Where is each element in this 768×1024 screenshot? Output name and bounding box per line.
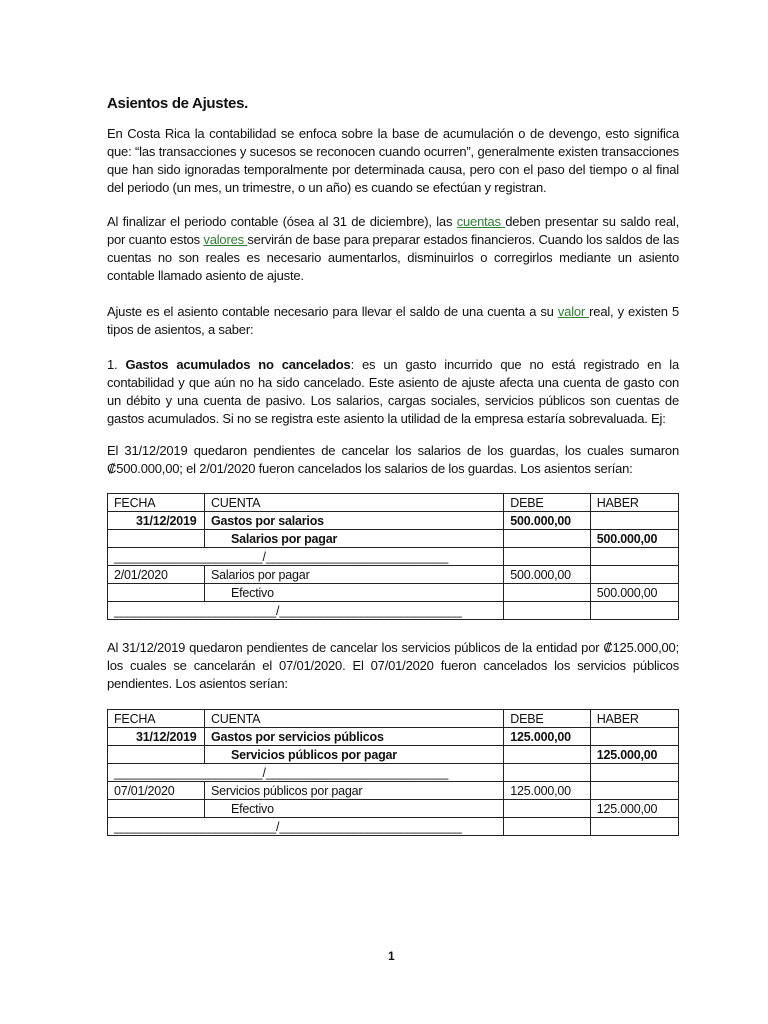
cell-cuenta: Gastos por salarios: [204, 512, 503, 530]
cell-haber: [590, 818, 678, 836]
cell-fecha: [108, 530, 205, 548]
cell-haber: [590, 764, 678, 782]
table-row: [108, 530, 679, 548]
separator-line: ________________________/___________________________: [108, 818, 504, 836]
cell-fecha: 31/12/2019: [108, 728, 205, 746]
text-run: Ajuste es el asiento contable necesario para llevar el saldo de una cuenta a su: [107, 304, 558, 319]
cell-fecha: [108, 746, 205, 764]
cell-debe: [504, 818, 590, 836]
table-row: [108, 782, 679, 800]
text-run: real, y existen 5 tipos de asientos, a saber:: [107, 304, 679, 337]
cell-debe: [504, 530, 590, 548]
cell-fecha: [108, 800, 205, 818]
header-cuenta: CUENTA: [204, 710, 503, 728]
table-row: [108, 746, 679, 764]
cell-debe: 500.000,00: [504, 566, 590, 584]
link-cuentas[interactable]: cuentas: [456, 214, 506, 229]
cell-debe: 125.000,00: [504, 728, 590, 746]
table-row: [108, 548, 679, 566]
separator-line: ________________________/___________________________: [108, 602, 504, 620]
table-row: [108, 800, 679, 818]
cell-haber: 500.000,00: [590, 530, 678, 548]
header-haber: HABER: [590, 710, 678, 728]
cell-debe: [504, 800, 590, 818]
table-row: [108, 584, 679, 602]
cell-cuenta: Efectivo: [204, 584, 503, 602]
header-debe: DEBE: [504, 494, 590, 512]
cell-haber: 125.000,00: [590, 800, 678, 818]
cell-haber: [590, 512, 678, 530]
cell-haber: 125.000,00: [590, 746, 678, 764]
table-row: [108, 602, 679, 620]
cell-haber: 500.000,00: [590, 584, 678, 602]
table-row: [108, 566, 679, 584]
cell-fecha: 07/01/2020: [108, 782, 205, 800]
cell-debe: [504, 602, 590, 620]
cell-debe: [504, 548, 590, 566]
paragraph-adjustment-definition: [107, 303, 679, 339]
header-fecha: FECHA: [108, 710, 205, 728]
separator-line: ______________________/___________________________: [108, 548, 504, 566]
table-header-row: [108, 710, 679, 728]
cell-cuenta: Salarios por pagar: [204, 530, 503, 548]
header-debe: DEBE: [504, 710, 590, 728]
cell-haber: [590, 728, 678, 746]
journal-table-salaries: [107, 493, 679, 620]
table-row: [108, 512, 679, 530]
table-header-row: [108, 494, 679, 512]
table-row: [108, 728, 679, 746]
separator-line: ______________________/___________________________: [108, 764, 504, 782]
cell-debe: [504, 746, 590, 764]
cell-haber: [590, 782, 678, 800]
cell-cuenta: Efectivo: [204, 800, 503, 818]
cell-haber: [590, 548, 678, 566]
cell-cuenta: Salarios por pagar: [204, 566, 503, 584]
cell-debe: 125.000,00: [504, 782, 590, 800]
cell-haber: [590, 602, 678, 620]
paragraph-example-salaries: El 31/12/2019 quedaron pendientes de cancelar los salarios de los guardas, los cuales sumaron ₡500.000,00; el 2/01/2020 fueron cancelados los salarios de los guardas. Los asientos serían:: [107, 443, 679, 476]
text-run: 1.: [107, 357, 126, 372]
paragraph-period-end: [107, 213, 679, 285]
cell-fecha: [108, 584, 205, 602]
text-run: Al finalizar el periodo contable (ósea al 31 de diciembre), las: [107, 214, 457, 229]
cell-cuenta: Servicios públicos por pagar: [204, 782, 503, 800]
header-cuenta: CUENTA: [204, 494, 503, 512]
text-run: deben presentar su saldo real, por cuanto estos: [107, 214, 680, 247]
cell-debe: 500.000,00: [504, 512, 590, 530]
document-title: Asientos de Ajustes.: [107, 95, 248, 112]
cell-cuenta: Servicios públicos por pagar: [204, 746, 503, 764]
table-row: [108, 818, 679, 836]
term-bold: Gastos acumulados no cancelados: [125, 357, 351, 372]
cell-fecha: 2/01/2020: [108, 566, 205, 584]
journal-table-utilities: [107, 709, 679, 836]
cell-debe: [504, 764, 590, 782]
header-fecha: FECHA: [108, 494, 205, 512]
cell-debe: [504, 584, 590, 602]
paragraph-accrued-expenses: [107, 356, 679, 428]
link-valores[interactable]: valores: [203, 232, 248, 247]
cell-cuenta: Gastos por servicios públicos: [204, 728, 503, 746]
text-run: : es un gasto incurrido que no está registrado en la contabilidad y que aún no ha sido cancelado. Este asiento de ajuste afecta una cuenta de gasto con un débito y una cuenta de pasivo. Los salarios, cargas sociales, servicios públicos son cuentas de gastos acumulados. Si no se registra este asiento la utilidad de la empresa estaría sobrevaluada. Ej:: [107, 357, 679, 426]
paragraph-example-utilities: Al 31/12/2019 quedaron pendientes de cancelar los servicios públicos de la entidad por ₡125.000,00; los cuales se cancelarán el 07/01/2020. El 07/01/2020 fueron cancelados los servicios públicos pendientes. Los asientos serían:: [107, 640, 679, 691]
text-run: servirán de base para preparar estados financieros. Cuando los saldos de las cuentas no son reales es necesario aumentarlos, disminuirlos o corregirlos mediante un asiento contable llamado asiento de ajuste.: [107, 232, 680, 283]
link-valor[interactable]: valor: [557, 304, 590, 319]
table-row: [108, 764, 679, 782]
paragraph-intro: En Costa Rica la contabilidad se enfoca sobre la base de acumulación o de devengo, esto significa que: “las transacciones y sucesos se reconocen cuando ocurren”, generalmente existen transacciones que han sido ignoradas temporalmente por determinada causa, pero con el paso del tiempo o al final del periodo (un mes, un trimestre, o un año) es cuando se efectúan y registran.: [107, 126, 679, 195]
cell-haber: [590, 566, 678, 584]
cell-fecha: 31/12/2019: [108, 512, 205, 530]
header-haber: HABER: [590, 494, 678, 512]
page-number: 1: [388, 949, 395, 963]
